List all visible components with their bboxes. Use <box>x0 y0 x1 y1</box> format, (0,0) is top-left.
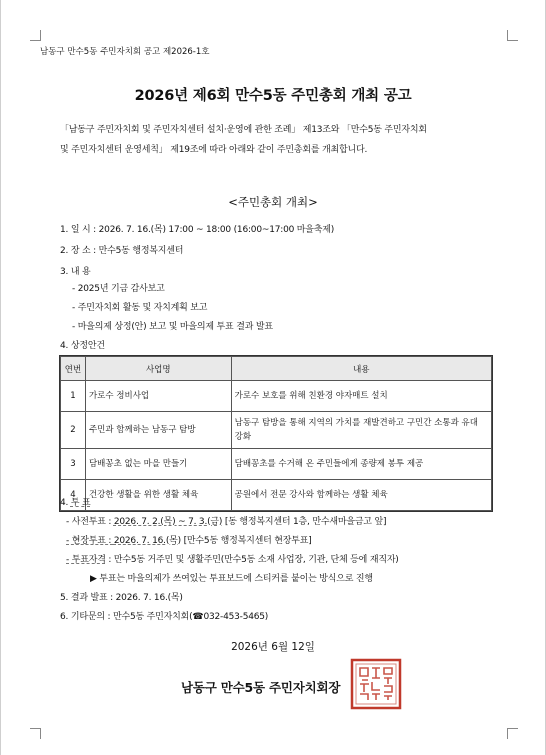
intro-paragraph <box>60 120 500 160</box>
eligibility-label: - 투표자격 <box>66 555 106 565</box>
row-number: 1 <box>61 381 86 412</box>
advance-vote-label: - 사전투표 : <box>66 517 114 527</box>
eligibility-text: : 만수5동 거주민 및 생활주민(만수5동 소재 사업장, 기관, 단체 등에 재직자) <box>105 555 399 565</box>
column-header-project: 사업명 <box>85 357 231 381</box>
notice-reference-number: 남동구 만수5동 주민자치회 공고 제2026-1호 <box>40 47 210 57</box>
crop-mark-bottom-right <box>507 728 518 739</box>
table-row <box>61 449 492 480</box>
signature-line: 남동구 만수5동 주민자치회장 <box>181 680 341 695</box>
content-bullet: - 마을의제 상정(안) 보고 및 마을의제 투표 결과 발표 <box>72 322 273 332</box>
advance-vote-place: [동 행정복지센터 1층, 만수새마을금고 앞] <box>222 517 387 527</box>
row-project: 건강한 생활을 위한 생활 체육 <box>85 480 231 511</box>
row-project: 주민과 함께하는 남동구 탐방 <box>85 412 231 449</box>
row-description: 담배꽁초를 수거해 온 주민들에게 종량제 봉투 제공 <box>231 449 491 480</box>
item-place: 2. 장 소 : 만수5동 행정복지센터 <box>60 246 184 256</box>
arrow-icon: ▶ <box>90 574 97 584</box>
crop-mark-top-left <box>30 30 41 41</box>
intro-line-2: 및 주민자치센터 운영세칙」 제19조에 따라 아래와 같이 주민총회를 개최합니다. <box>60 145 368 155</box>
onsite-vote-date: 2026. 7. 16.(목) <box>113 536 181 546</box>
vote-heading <box>60 495 91 508</box>
table-row <box>61 381 492 412</box>
content-bullet: - 2025년 기금 감사보고 <box>72 284 165 294</box>
row-number: 3 <box>61 449 86 480</box>
crop-mark-bottom-left <box>30 728 41 739</box>
column-header-description: 내용 <box>231 357 491 381</box>
agenda-table <box>60 356 492 511</box>
row-project: 담배꽁초 없는 마을 만들기 <box>85 449 231 480</box>
row-number: 4 <box>61 480 86 511</box>
vote-onsite <box>66 533 312 546</box>
item-agenda-heading: 4. 상정안건 <box>60 341 105 351</box>
document-title: 2026년 제6회 만수5동 주민총회 개최 공고 <box>134 88 412 104</box>
contact-line: 6. 기타문의 : 만수5동 주민자치회(☎032-453-5465) <box>60 612 269 622</box>
table-row <box>61 480 492 511</box>
crop-mark-top-right <box>507 30 518 41</box>
item-datetime: 1. 일 시 : 2026. 7. 16.(목) 17:00 ~ 18:00 (16:00~17:00 마을축제) <box>60 225 335 235</box>
row-description: 공원에서 전문 강사와 함께하는 생활 체육 <box>231 480 491 511</box>
onsite-vote-place: [만수5동 행정복지센터 현장투표] <box>180 536 312 546</box>
row-description: 가로수 보호를 위해 친환경 야자매트 설치 <box>231 381 491 412</box>
notice-date: 2026년 6월 12일 <box>231 641 315 653</box>
advance-vote-date: 2026. 7. 2.(목) ~ 7. 3.(금) <box>113 517 223 527</box>
onsite-vote-label: - 현장투표 : <box>66 536 114 546</box>
vote-eligibility <box>66 552 399 565</box>
vote-note-text: 투표는 마을의제가 쓰여있는 투표보드에 스티커를 붙이는 방식으로 진행 <box>96 574 373 584</box>
row-description: 남동구 탐방을 통해 지역의 가치를 재발견하고 구민간 소통과 유대 강화 <box>231 412 491 449</box>
table-header-row <box>61 357 492 381</box>
section-heading: <주민총회 개최> <box>228 195 318 209</box>
row-number: 2 <box>61 412 86 449</box>
vote-advance <box>66 514 386 527</box>
table-row <box>61 412 492 449</box>
official-seal-icon <box>350 658 402 710</box>
item-content-heading: 3. 내 용 <box>60 267 91 277</box>
vote-heading-number: 4. <box>60 498 71 508</box>
vote-note <box>90 571 373 584</box>
vote-heading-text: 투 표 <box>70 498 91 508</box>
row-project: 가로수 정비사업 <box>85 381 231 412</box>
intro-line-1: 「남동구 주민자치회 및 주민자치센터 설치·운영에 관한 조례」 제13조와 「만수5동 주민자치회 <box>60 125 427 135</box>
content-bullet: - 주민자치회 활동 및 자치계획 보고 <box>72 303 208 313</box>
result-line: 5. 결과 발표 : 2026. 7. 16.(목) <box>60 593 183 603</box>
column-header-number: 연번 <box>61 357 86 381</box>
